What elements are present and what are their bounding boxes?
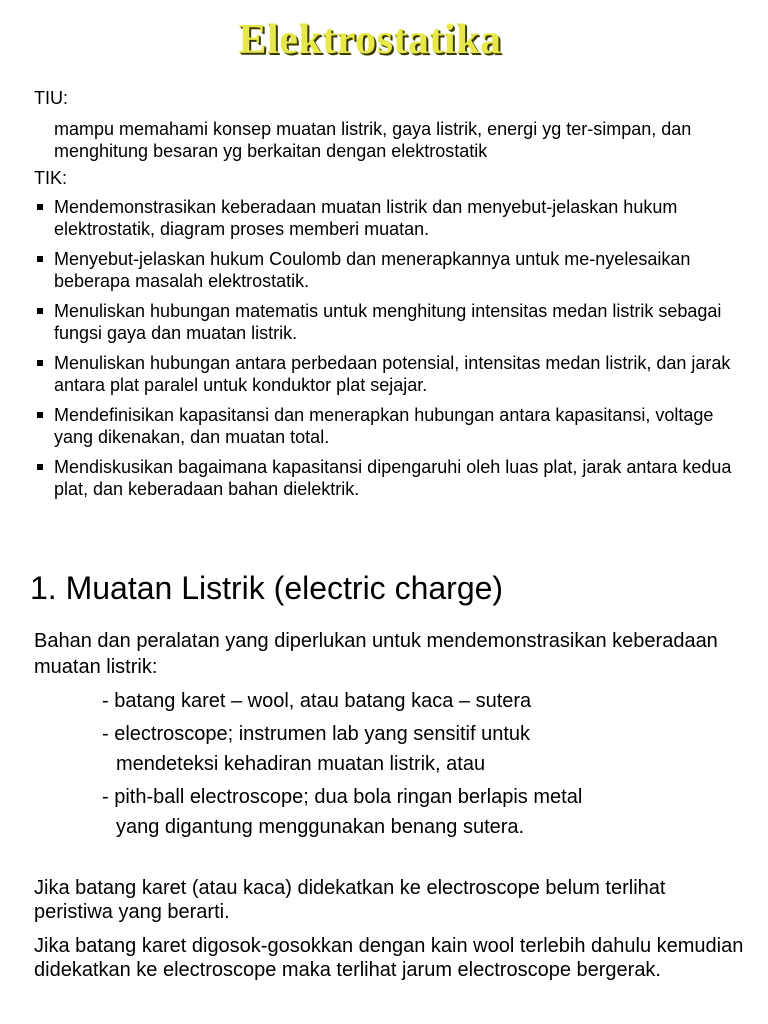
equipment-list bbox=[102, 686, 742, 845]
tik-item bbox=[34, 404, 754, 448]
tik-item-text: Mendiskusikan bagaimana kapasitansi dipengaruhi oleh luas plat, jarak antara kedua plat, dan keberadaan bahan dielektrik. bbox=[54, 457, 732, 499]
bullet-square-icon bbox=[37, 360, 43, 366]
tik-item-text: Menyebut-jelaskan hukum Coulomb dan menerapkannya untuk me-nyelesaikan beberapa masalah elektrostatik. bbox=[54, 249, 691, 291]
equipment-item-line: - batang karet – wool, atau batang kaca – sutera bbox=[102, 690, 532, 712]
bullet-square-icon bbox=[37, 412, 43, 418]
bullet-square-icon bbox=[37, 256, 43, 262]
tik-item-text: Mendefinisikan kapasitansi dan menerapkan hubungan antara kapasitansi, voltage yang dikenakan, dan muatan total. bbox=[54, 405, 714, 447]
tik-item bbox=[34, 196, 754, 240]
tiu-text: mampu memahami konsep muatan listrik, gaya listrik, energi yg ter-simpan, dan menghitung besaran yg berkaitan dengan elektrostatik bbox=[54, 119, 692, 161]
bullet-square-icon bbox=[37, 308, 43, 314]
equipment-item-continuation: yang digantung menggunakan benang sutera. bbox=[116, 816, 525, 838]
bullet-square-icon bbox=[37, 464, 43, 470]
tiu-label: TIU: bbox=[34, 88, 68, 108]
tik-item bbox=[34, 456, 754, 500]
tik-item-text: Mendemonstrasikan keberadaan muatan listrik dan menyebut-jelaskan hukum elektrostatik, diagram proses memberi muatan. bbox=[54, 197, 678, 239]
slide-title: Elektrostatika bbox=[238, 17, 502, 63]
equipment-item-line: - pith-ball electroscope; dua bola ringan berlapis metal bbox=[102, 786, 583, 808]
equipment-item bbox=[102, 719, 742, 779]
intro-paragraph: Bahan dan peralatan yang diperlukan untuk mendemonstrasikan keberadaan muatan listrik: bbox=[34, 630, 718, 678]
equipment-item bbox=[102, 782, 742, 842]
observation-paragraph-1: Jika batang karet (atau kaca) didekatkan ke electroscope belum terlihat peristiwa yang berarti. bbox=[34, 877, 666, 923]
tik-label: TIK: bbox=[34, 168, 68, 188]
tik-item-text: Menuliskan hubungan matematis untuk menghitung intensitas medan listrik sebagai fungsi gaya dan muatan listrik. bbox=[54, 301, 722, 343]
bullet-square-icon bbox=[37, 204, 43, 210]
observation-paragraph-2: Jika batang karet digosok-gosokkan dengan kain wool terlebih dahulu kemudian didekatkan ke electroscope maka terlihat jarum electroscope bergerak. bbox=[34, 935, 744, 981]
section-heading: 1. Muatan Listrik (electric charge) bbox=[30, 570, 504, 606]
tik-item bbox=[34, 300, 754, 344]
equipment-item bbox=[102, 686, 742, 716]
equipment-item-line: - electroscope; instrumen lab yang sensitif untuk bbox=[102, 723, 530, 745]
tik-item bbox=[34, 248, 754, 292]
equipment-item-continuation: mendeteksi kehadiran muatan listrik, atau bbox=[116, 753, 486, 775]
tik-item bbox=[34, 352, 754, 396]
tik-list bbox=[34, 196, 754, 508]
tik-item-text: Menuliskan hubungan antara perbedaan potensial, intensitas medan listrik, dan jarak antara plat paralel untuk konduktor plat sejajar. bbox=[54, 353, 731, 395]
